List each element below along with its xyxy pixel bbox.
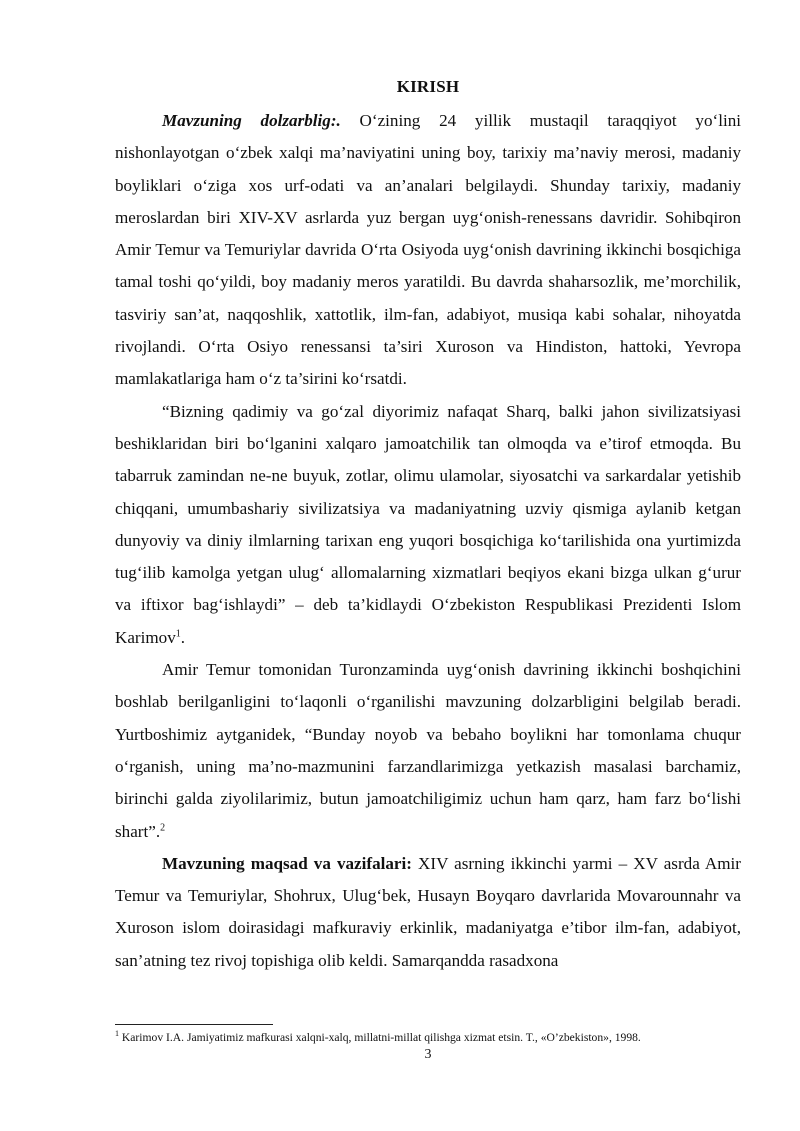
page-heading: KIRISH bbox=[396, 77, 460, 96]
footnote-ref-1[interactable]: 1 bbox=[175, 628, 181, 640]
page-number: 3 bbox=[424, 1047, 432, 1062]
relevance-text: O‘zining 24 yillik mustaqil taraqqiyot yo‘lini nishonlayotgan o‘zbek xalqi ma’naviyatini uning boy, tarixiy ma’naviy merosi, madaniy boyliklari o‘ziga xos urf-odati va an’analari belgilaydi. Shunday tarixiy, madaniy meroslardan biri XIV-XV asrlarda yuz bergan uyg‘onish-renessans davridir. Sohibqiron Amir Temur va Temuriylar davrida O‘rta Osiyoda uyg‘onish davrining ikkinchi bosqichiga tamal toshi qo‘yildi, boy madaniy meros yaratildi. Bu davrda shaharsozlik, me’morchilik, tasviriy san’at, naqqoshlik, xattotlik, ilm-fan, adabiyot, musiqa kabi sohalar, nihoyatda rivojlandi. O‘rta Osiyo renessansi ta’siri Xuroson va Hindiston, hattoki, Yevropa mamlakatlariga ham o‘z ta’sirini ko‘rsatdi. bbox=[115, 111, 741, 389]
paragraph-relevance bbox=[115, 105, 741, 396]
quote-tail: . bbox=[180, 627, 186, 647]
footnote-mark: 1 bbox=[115, 1029, 119, 1039]
quote-text: “Bizning qadimiy va go‘zal diyorimiz nafaqat Sharq, balki jahon sivilizatsiyasi beshiklaridan biri bo‘lganini xalqaro jamoatchilik tan olmoqda va e’tirof etmoqda. Bu tabarruk zamindan ne-ne buyuk, zotlar, olimu ulamolar, siyosatchi va sarkardalar yetishib chiqqani, umumbashariy sivilizatsiya va madaniyatning uzviy qismiga aylanib ketgan dunyoviy va diniy ilmlarning tarixan eng yuqori bosqichiga ko‘tarilishida ona yurtimizda tug‘ilib kamolga yetgan ulug‘ allomalarning xizmatlari beqiyos ekani bizga ulkan g‘urur va iftixor bag‘ishlaydi” – deb ta’kidlaydi O‘zbekiston Respublikasi Prezidenti Islom Karimov bbox=[115, 401, 741, 647]
paragraph-quote bbox=[115, 396, 741, 654]
relevance-lead: Mavzuning dolzarblig:. bbox=[162, 111, 341, 130]
goals-lead: Mavzuning maqsad va vazifalari: bbox=[162, 853, 412, 873]
paragraph-amir-temur bbox=[115, 654, 741, 848]
footnote bbox=[115, 1031, 755, 1045]
footnote-ref-2[interactable]: 2 bbox=[160, 821, 166, 833]
footnote-text: Karimov I.A. Jamiyatimiz mafkurasi xalqni-xalq, millatni-millat qilishga xizmat etsin. T., «O’zbekiston», 1998. bbox=[119, 1031, 641, 1044]
paragraph-goals bbox=[115, 848, 741, 977]
amir-temur-text: Amir Temur tomonidan Turonzaminda uyg‘onish davrining ikkinchi boshqichini boshlab berilganligini to‘laqonli o‘rganilishi mavzuning dolzarbligini belgilab beradi. Yurtboshimiz aytganidek, “Bunday noyob va bebaho boylikni har tomonlama chuqur o‘rganish, uning ma’no-mazmunini farzandlarimizga yetkazish masalasi barchamiz, birinchi galda ziyolilarimiz, butun jamoatchiligimiz uchun ham qarz, ham farz bo‘lishi shart”. bbox=[115, 660, 741, 841]
body-text bbox=[115, 105, 741, 977]
goals-text: XIV asrning ikkinchi yarmi – XV asrda Amir Temur va Temuriylar, Shohrux, Ulug‘bek, Husayn Boyqaro davrlarida Movarounnahr va Xuroson islom doirasidagi mafkuraviy erkinlik, madaniyatga e’tibor ilm-fan, adabiyot, san’atning tez rivoj topishiga olib keldi. Samarqandda rasadxona bbox=[115, 853, 741, 970]
footnote-divider bbox=[115, 1024, 273, 1025]
